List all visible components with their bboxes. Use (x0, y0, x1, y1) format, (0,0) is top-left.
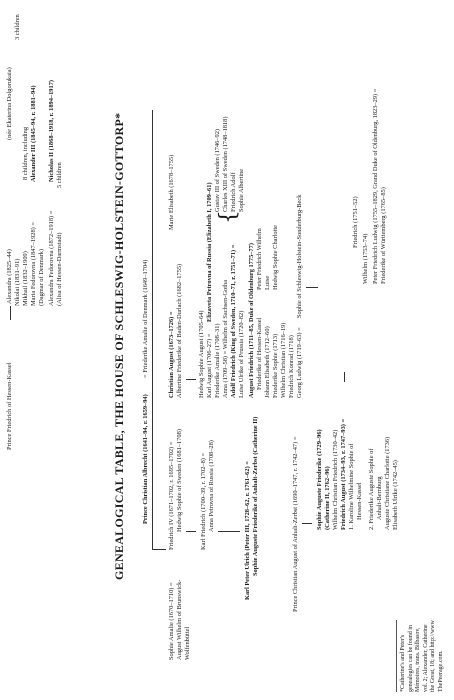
august-friedrich: August Friedrich (1711–85, Duke of Oldenburg 1775–77) (248, 243, 255, 398)
karl-friedrich: Karl Friedrich (1700–39, r. 1702–8) = (200, 452, 207, 550)
nicholas-ii: Nicholas II (1868–1918, r. 1894–1917) (48, 79, 55, 182)
wolfenbuttel: Wolfenbüttel (184, 626, 191, 660)
marie-elisabeth: Marie Elisabeth (1678–1755) (168, 154, 175, 230)
anna-petrovna: Anna Petrovna of Russia (1708–28) (208, 440, 215, 532)
alisa: (Alisa of Hessen-Darmstadt) (56, 232, 63, 306)
sophie-albertine: Sophie Albertine (238, 168, 245, 212)
luise: Luise (264, 275, 271, 290)
brace: { (216, 210, 241, 224)
wilhelm-1753: Wilhelm (1753–74) (362, 233, 369, 284)
branch-line (186, 379, 196, 380)
friederike-amalie: = Friederike Amalie of Denmark (1649–1704) (142, 259, 149, 378)
page-title: GENEALOGICAL TABLE, THE HOUSE OF SCHLESWIG-HOLSTEIN-GOTTORP* (112, 112, 126, 580)
prince-christian-albrecht: Prince Christian Albrecht (1641–94, r. 1659–94) (142, 394, 149, 524)
karoline-2: Hessen-Kassel (356, 482, 363, 520)
maria-fedorovna: Maria Fedorovna (1847–1928) = (30, 221, 37, 306)
friedrich-adolf: Friedrich Adolf (230, 172, 237, 212)
hedwig-sophie-charlotte: Hedwig Sophie Charlotte (272, 225, 279, 290)
sophie-auguste-az: Sophie Auguste Friederike of Anhalt-Zerbst (Catherine II) (252, 416, 259, 576)
johann-elisabeth: Johann Elisabeth (1712–60) (264, 326, 271, 398)
friedrich-iv: Friedrich IV (1671–1702, r. 1695–1702) = (168, 441, 175, 550)
branch-line (186, 531, 196, 532)
adolf-friedrich: Adolf Friedrich (King of Sweden, 1710–71, r. 1751–71) = (230, 244, 237, 398)
friedrich-konrad: Friedrich Konrad (1718) (288, 335, 295, 398)
mikhail-1832: Mikhail (1832–1909) (22, 251, 29, 306)
anna: Anna (1709–58) = Wilhelm of Sachsen-Gotha (222, 279, 229, 398)
friederike-amalie2: Friederike Amalie (1708–31) (214, 323, 221, 398)
link-line (10, 306, 11, 320)
sophie-auguste-fr: Sophie Auguste Friederike (1729–96) (316, 429, 323, 530)
elizaveta: Elizaveta Petrovna of Russia (Elizabeth I, 1709–61) (206, 182, 213, 322)
dagmar: (Dagmar of Denmark) (38, 248, 45, 306)
friederike-sophie: Friederike Sophie (1713) (272, 333, 279, 398)
wilhelm-christian-fr: Wilhelm Christian Friedrich (1730–42) (332, 429, 339, 530)
friederike-2b: Anhalt-Bernburg (376, 476, 383, 520)
karoline-1: 1. Karoline Wilhelmine Sophie of (348, 443, 355, 530)
alexandra-fedorovna: Alexandra Fedorovna (1872–1918) = (48, 210, 55, 306)
luise-ulrike: Luise Ulrike of Prussia (1720–82) (238, 310, 245, 398)
branch-line (302, 523, 312, 524)
nikolai-1831: Nikolai (1831–91) (14, 258, 21, 306)
ekaterina: (née Ekaterina Dolgorukaia) (6, 67, 13, 140)
catherine-ii: (Catherine II, 1762–96) (324, 466, 331, 530)
friedrich-1751: Friedrich (1751–52) (352, 196, 359, 248)
link-line (344, 372, 345, 382)
branch-line (152, 110, 153, 550)
auguste-christiane: Auguste Christiane Charlotte (1736) (384, 436, 391, 530)
five-children: 5 children (56, 162, 63, 188)
albertine: Albertine Friederike of Baden-Durlach (1682–1755) (176, 263, 183, 398)
hedwig-sophie: Hedwig Sophie of Sweden (1681–1708) (176, 429, 183, 532)
three-children: 3 children (14, 14, 21, 40)
alexander-iii: Alexander III (1845–94, r. 1881–94) (30, 85, 37, 182)
footnote: *Catherine's and Peter's genealogies can be found in Mémoires, trans. Bilbasov, vol. 2; Alexander, Catherine the Great, 18; and http://www ThePeerage.com. (396, 620, 446, 692)
peter-friedrich-ludwig: Peter Friedrich Ludwig (1755–1829, Grand Duke of Oldenburg, 1823–29) = (372, 88, 379, 284)
sophie-amalie: Sophie Amalie (1670–1710) = (168, 582, 175, 660)
branch-line (152, 549, 166, 550)
branch-line (218, 531, 240, 532)
peter-friedrich-wilhelm: Peter Friedrich Wilhelm (256, 228, 263, 290)
august-wilhelm: August Wilhelm of Brunswick- (176, 579, 183, 660)
prince-friedrich-hk: Prince Friedrich of Hessen-Kassel (6, 362, 13, 450)
gustav-iii: Gustav III of Sweden (1746–92) (214, 128, 221, 212)
wilhelm-christian: Wilhelm Christian (1716–19) (280, 322, 287, 398)
prince-christian-august: Prince Christian August of Anhalt-Zerbst (1690–1747, r. 1742–47) = (292, 436, 299, 612)
eight-children: 8 children, including (22, 126, 29, 180)
friederike-2a: 2. Friederike Auguste Sophie of (368, 448, 375, 530)
karl-august: Karl August (1706–27) = (206, 333, 213, 398)
hedwig-sophie-aug: Hedwig Sophie August (1705–64) (198, 310, 205, 398)
alexandra-1825: Alexandra (1825–44) (6, 249, 13, 304)
branch-line (306, 287, 318, 288)
christian-august: Christian August (1673–1726) = (168, 311, 175, 398)
friedrich-august: Friedrich August (1734–93, r. 1747–93) = (340, 418, 347, 530)
karl-peter-ulrich: Karl Peter Ulrich (Peter III, 1728–62, r. 1761–62) = (244, 461, 251, 600)
charles-xiii: Charles XIII of Sweden (1748–1818) (222, 116, 229, 212)
friederike-hk: Friederike of Hessen-Kassel (256, 317, 263, 390)
friederike-wurttemberg: Friederike of Württemberg (1765–85) (380, 187, 387, 284)
sophie-sh: Sophie of Schleswig-Holstein-Sonderburg-Beck (296, 194, 303, 318)
elisabeth-ulrike: Elisabeth Ulrike (1742–45) (392, 460, 399, 530)
georg-ludwig: Georg Ludwig (1719–63) = (296, 327, 303, 398)
